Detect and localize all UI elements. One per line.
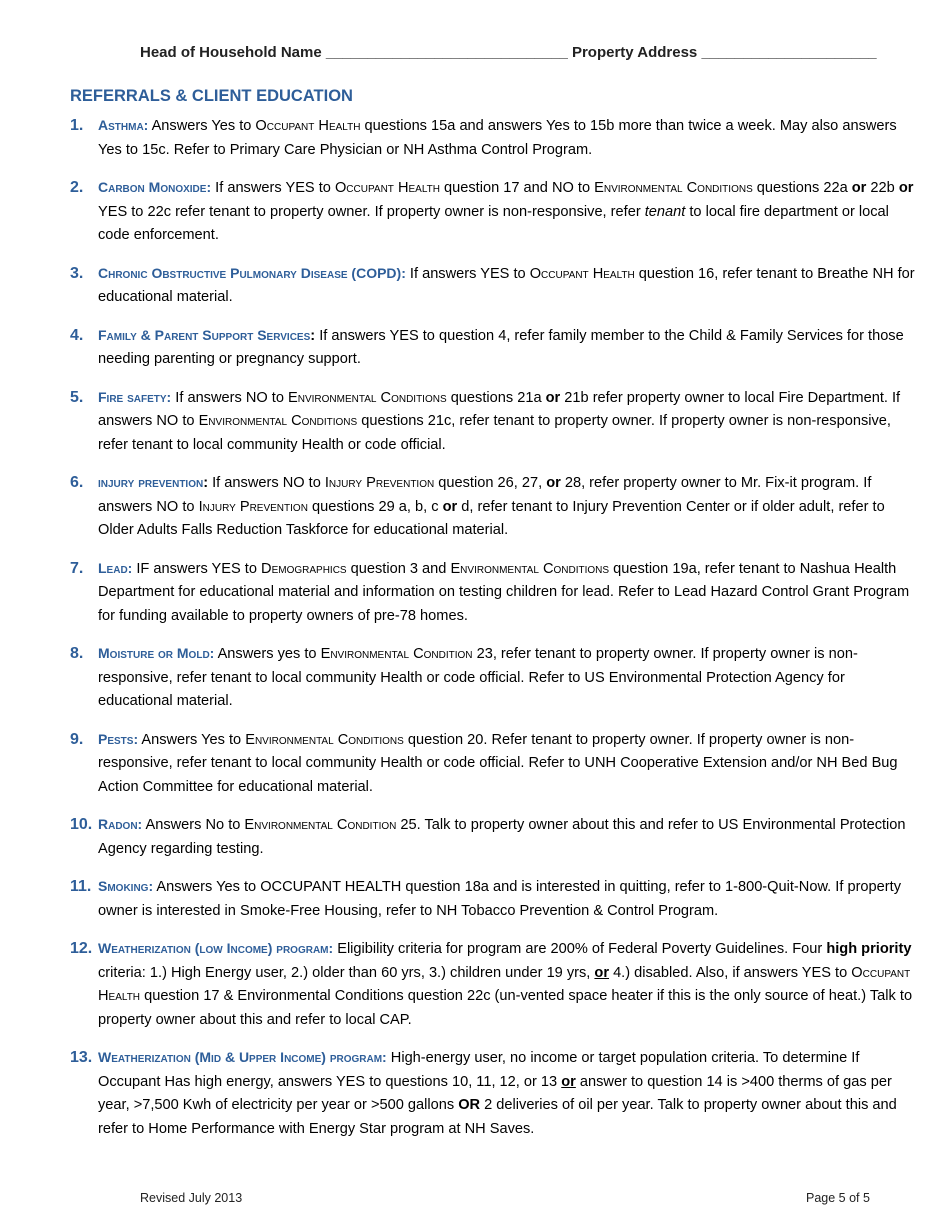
item-text-segment: Environmental Condition	[320, 646, 473, 662]
item-text-segment: High-energy user, no income or target population criteria. To determine If Occupant Has high energy, answers YES to questions 10, 11, 12, or 13	[98, 1050, 860, 1090]
item-text-segment: question 26, 27,	[434, 475, 547, 491]
item-text-segment: If answers YES to	[405, 265, 530, 282]
item-text-segment: answer to question 14 is >400 therms of gas per year, >7,500 Kwh of electricity per year or >500 gallons	[98, 1073, 892, 1113]
item-text-segment: Answers Yes to OCCUPANT HEALTH question 18a and is interested in quitting, refer to 1-800-Quit-Now. If property owner is interested in Smoke-Free Housing, refer to NH Tobacco Prevention & Control Program.	[98, 879, 901, 919]
item-text-segment: Answers No to	[142, 817, 245, 833]
item-text-segment: question 17 & Environmental Conditions question 22c (un-vented space heater if this is the only source of heat.) Talk to property owner about this and refer to local CAP.	[98, 988, 913, 1028]
item-term: Asthma:	[98, 117, 149, 133]
item-text-segment: questions 22a	[752, 180, 852, 196]
item-term: Carbon Monoxide:	[98, 179, 212, 195]
item-text-segment: Occupant Health	[529, 265, 635, 282]
revised-date: Revised July 2013	[140, 1191, 243, 1205]
item-text	[98, 1046, 915, 1141]
item-text-segment: high priority	[826, 941, 912, 957]
list-item	[70, 813, 915, 861]
list-item	[70, 471, 915, 543]
item-text-segment: Occupant Health	[255, 118, 361, 134]
item-text	[98, 937, 915, 1032]
item-text	[98, 176, 915, 248]
item-text	[98, 386, 915, 458]
item-text-segment: d, refer tenant to Injury Prevention Center or if older adult, refer to Older Adults Falls Reduction Taskforce for educational material.	[98, 498, 885, 538]
item-text-segment: If answers YES to	[211, 180, 335, 196]
item-term: Radon:	[98, 816, 143, 832]
item-term: Fire safety:	[98, 388, 172, 405]
item-text	[98, 324, 915, 372]
item-text-segment: 4.) disabled. Also, if answers YES to	[609, 964, 852, 981]
item-number: 1.	[70, 117, 84, 134]
item-text	[98, 114, 915, 162]
item-text-segment: Environmental Conditions	[288, 389, 447, 406]
list-item	[70, 557, 915, 629]
item-text-segment: 23, refer tenant to property owner. If property owner is non-responsive, refer tenant to local community Health or code official. Refer to US Environmental Protection Agency for educational material.	[98, 646, 858, 709]
item-text-segment: 22b	[866, 180, 899, 196]
item-text	[98, 875, 915, 923]
item-text-segment: Environmental Conditions	[450, 560, 610, 577]
item-term: Moisture or Mold:	[98, 645, 215, 661]
item-text	[98, 471, 915, 543]
item-number: 4.	[70, 326, 84, 344]
list-item	[70, 1046, 915, 1141]
item-text-segment: Answers Yes to	[148, 118, 256, 134]
item-text-segment: or	[546, 475, 561, 491]
page-number: Page 5 of 5	[806, 1191, 870, 1205]
item-number: 12.	[70, 940, 93, 957]
list-item	[70, 728, 915, 800]
item-text-segment: to local fire department or local code enforcement.	[98, 203, 889, 243]
item-text-segment: or	[898, 180, 914, 196]
item-text-segment: :	[310, 327, 316, 344]
list-item	[70, 642, 915, 714]
item-text-segment: IF answers YES to	[132, 560, 262, 577]
item-text	[98, 728, 915, 800]
item-text-segment: or	[442, 498, 458, 515]
item-text-segment: Environmental Conditions	[198, 413, 358, 429]
item-number: 8.	[70, 645, 84, 662]
item-number: 13.	[70, 1049, 93, 1066]
item-number: 3.	[70, 264, 84, 282]
list-item	[70, 937, 915, 1032]
item-text-segment: question 16, refer tenant to Breathe NH for educational material.	[98, 265, 915, 305]
item-text-segment: 21b refer property owner to local Fire Department. If answers NO to	[98, 389, 901, 429]
item-text-segment: questions 29 a, b, c	[307, 498, 443, 515]
item-text-segment: question 20. Refer tenant to property owner. If property owner is non-responsive, refer tenant to local community Health or code official. Refer to UNH Cooperative Extension and/or NH Bed Bug Action Committee for educational material.	[98, 731, 898, 795]
item-text-segment: or	[851, 180, 867, 196]
list-item	[70, 386, 915, 458]
item-term: Lead:	[98, 559, 133, 576]
item-term: Chronic Obstructive Pulmonary Disease (COPD):	[98, 264, 406, 281]
item-number: 10.	[70, 816, 93, 833]
list-item	[70, 324, 915, 372]
item-term: injury prevention	[98, 474, 204, 490]
item-text-segment: Environmental Conditions	[245, 731, 404, 748]
item-text-segment: Occupant Health	[98, 964, 911, 1004]
item-text-segment: Environmental Conditions	[594, 180, 753, 196]
section-title: REFERRALS & CLIENT EDUCATION	[70, 87, 353, 105]
header-fields-line: Head of Household Name _____________________________ Property Address _____________________	[140, 44, 877, 61]
item-term: Pests:	[98, 730, 139, 747]
item-number: 7.	[70, 559, 84, 577]
item-text-segment: :	[203, 475, 209, 491]
item-text	[98, 262, 915, 310]
item-number: 11.	[70, 878, 92, 895]
item-text-segment: Answers yes to	[214, 646, 321, 662]
list-item	[70, 262, 915, 310]
item-text-segment: Eligibility criteria for program are 200% of Federal Poverty Guidelines. Four	[333, 941, 827, 957]
item-text-segment: Occupant Health	[334, 180, 440, 196]
item-text-segment: question 19a, refer tenant to Nashua Health Department for educational material and information on testing children for lead. Refer to Lead Hazard Control Grant Program for funding available to property owners of pre-78 homes.	[98, 560, 910, 624]
item-text-segment: 2 deliveries of oil per year. Talk to property owner about this and refer to Home Performance with Energy Star program at NH Saves.	[98, 1097, 897, 1137]
item-text-segment: or	[594, 964, 610, 981]
item-text	[98, 557, 915, 629]
item-number: 6.	[70, 474, 84, 491]
referral-list	[70, 114, 915, 1155]
item-number: 9.	[70, 730, 84, 748]
item-text-segment: If answers NO to	[208, 475, 325, 491]
list-item	[70, 875, 915, 923]
item-text-segment: Demographics	[261, 560, 347, 577]
item-text-segment: 28, refer property owner to Mr. Fix-it program. If answers NO to	[98, 475, 872, 515]
item-text-segment: questions 21c, refer tenant to property owner. If property owner is non-responsive, refer tenant to local community Health or code official.	[98, 413, 891, 453]
item-text-segment: questions 15a and answers Yes to 15b more than twice a week. May also answers Yes to 15c. Refer to Primary Care Physician or NH Asthma Control Program.	[98, 118, 897, 158]
item-text-segment: If answers NO to	[171, 389, 289, 406]
item-text	[98, 642, 915, 714]
item-text	[98, 813, 915, 861]
item-text-segment: question 17 and NO to	[439, 180, 595, 196]
item-text-segment: or	[545, 389, 561, 406]
item-text-segment: question 3 and	[346, 560, 451, 577]
item-text-segment: Environmental Condition	[244, 817, 397, 833]
item-text-segment: criteria: 1.) High Energy user, 2.) older than 60 yrs, 3.) children under 19 yrs,	[98, 964, 595, 981]
item-text-segment: or	[561, 1073, 576, 1090]
item-term: Smoking:	[98, 878, 154, 894]
item-text-segment: Answers Yes to	[138, 731, 246, 748]
item-text-segment: OR	[458, 1097, 481, 1113]
item-term: Weatherization (low Income) program:	[98, 940, 334, 956]
item-text-segment: Injury Prevention	[198, 498, 308, 515]
item-number: 2.	[70, 179, 84, 196]
item-term: Family & Parent Support Services	[98, 326, 311, 343]
item-number: 5.	[70, 388, 84, 406]
item-text-segment: tenant	[644, 203, 686, 220]
item-text-segment: Injury Prevention	[324, 475, 435, 491]
item-text-segment: 25. Talk to property owner about this and refer to US Environmental Protection Agency regarding testing.	[98, 817, 906, 857]
list-item	[70, 176, 915, 248]
list-item	[70, 114, 915, 162]
item-text-segment: YES to 22c refer tenant to property owner. If property owner is non-responsive, refer	[98, 203, 645, 220]
item-term: Weatherization (Mid & Upper Income) program:	[98, 1049, 387, 1065]
item-text-segment: If answers YES to question 4, refer family member to the Child & Family Services for those needing parenting or pregnancy support.	[98, 327, 904, 367]
item-text-segment: questions 21a	[446, 389, 546, 406]
